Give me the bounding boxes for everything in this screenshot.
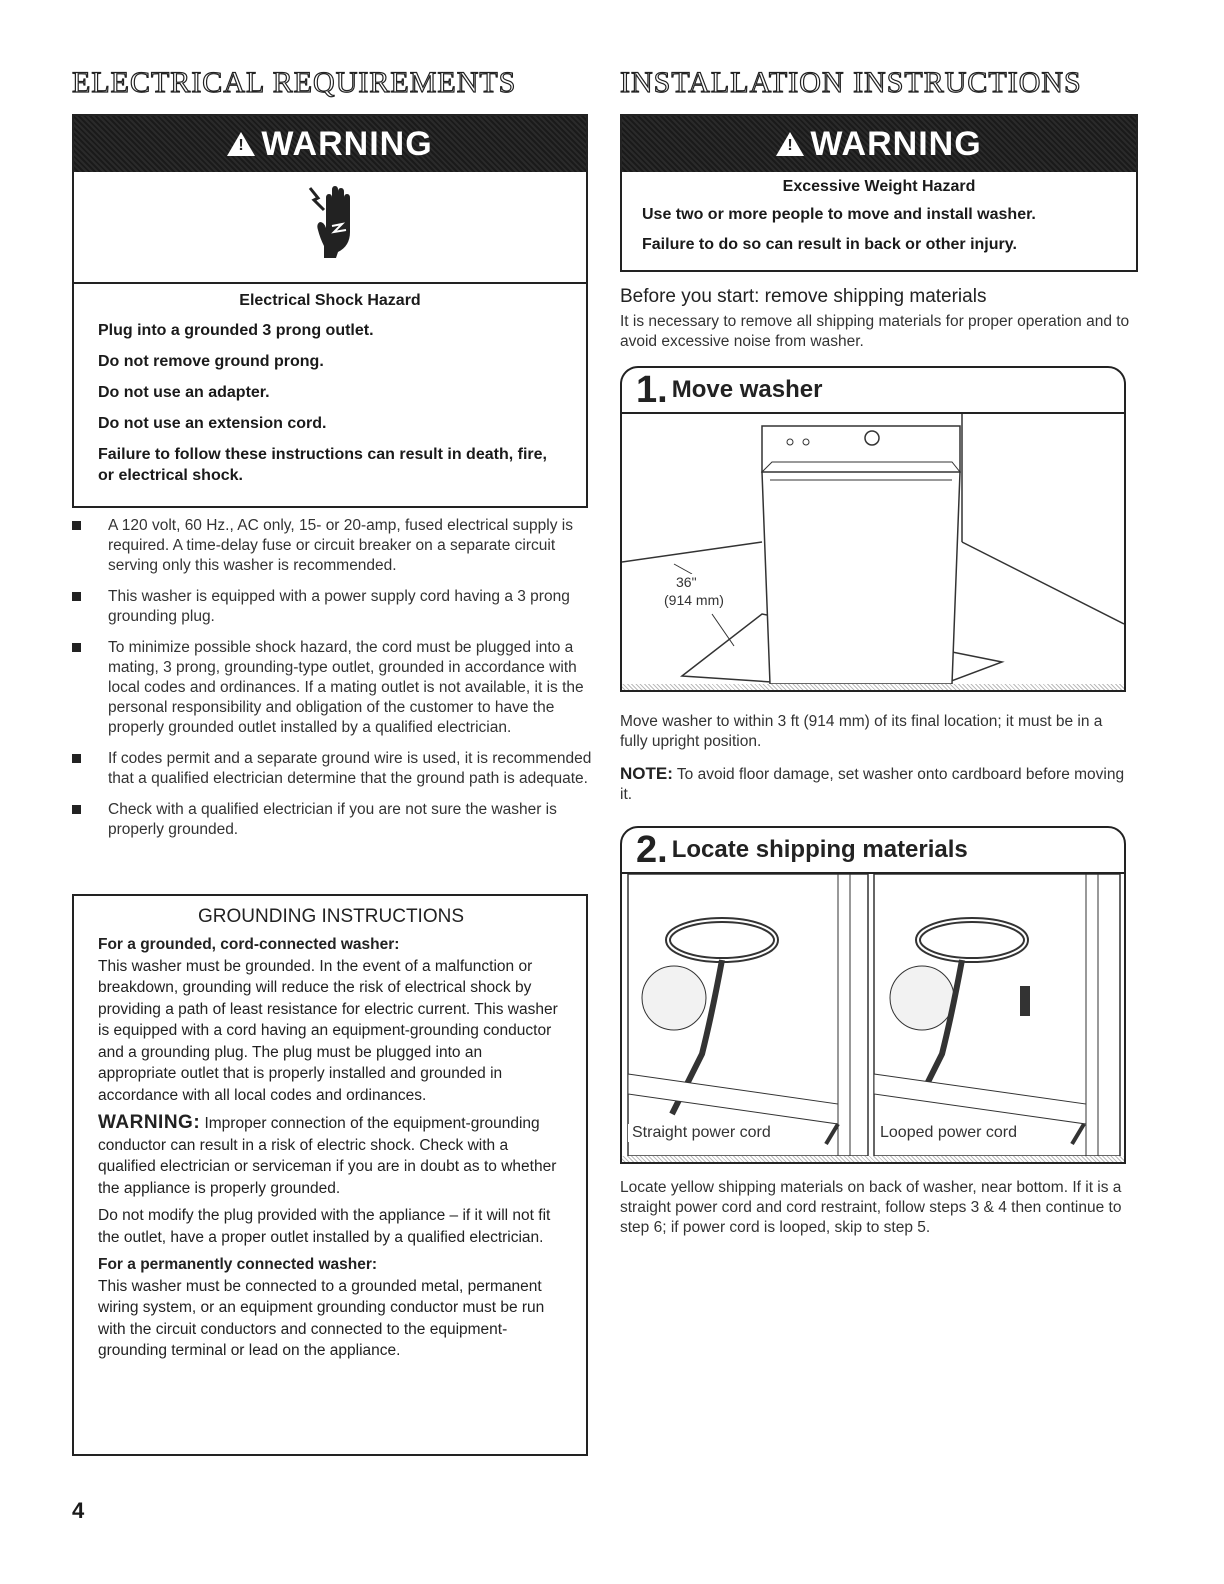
warning-header [74,116,586,172]
shock-hazard-text-box [72,284,588,508]
step-2-caption: Locate yellow shipping materials on back of washer, near bottom. If it is a straight power cord and cord restraint, follow steps 3 & 4 then continue to step 6; if power cord is looped, skip to step 5. [620,1179,1122,1236]
electrical-bullet-list [72,516,592,851]
step-label: Move washer [671,376,823,403]
step-2-locate-shipping-materials [620,826,1126,1164]
bullet-icon [72,592,81,601]
dimension-mm: (914 mm) [664,592,724,608]
warning-header [622,116,1136,172]
step-title [622,368,1124,414]
move-washer-illustration [622,414,1124,692]
bullet-icon [72,805,81,814]
weight-warning-box [620,114,1138,272]
page-number: 4 [72,1498,85,1523]
note-label: NOTE: [620,764,673,783]
step-title [622,828,1124,874]
warning-word: WARNING [810,124,982,163]
hazard-line: Do not remove ground prong. [98,353,324,370]
grounding-subheading: For a grounded, cord-connected washer: [98,936,400,953]
step-1-note [620,764,1130,805]
list-item: To minimize possible shock hazard, the cord must be plugged into a mating, 3 prong, grounding-type outlet, grounded in accordance with local codes and ordinances. If a mating outlet is not available, it is the personal responsibility and obligation of the customer to have the properly grounded outlet installed by a qualified electrician. [72,638,592,738]
power-cord-illustration [622,874,1124,1164]
grounding-warning-label: WARNING: [98,1112,201,1133]
hazard-line: Failure to follow these instructions can result in death, fire, or electrical shock. [98,446,547,484]
straight-power-cord-label: Straight power cord [628,1124,775,1142]
step-number: 2. [636,828,668,871]
hazard-title: Excessive Weight Hazard [782,178,976,195]
list-item: If codes permit and a separate ground wire is used, it is recommended that a qualified electrician determine that the ground path is adequate. [72,749,592,789]
hazard-line: Plug into a grounded 3 prong outlet. [98,322,374,339]
warning-triangle-icon: ! [776,132,804,156]
grounding-paragraph: This washer must be grounded. In the event of a malfunction or breakdown, grounding will reduce the risk of electrical shock by providing a path of least resistance for electric current. This washer is equipped with a cord having an equipment-grounding conductor and a grounding plug. The plug must be plugged into an appropriate outlet that is properly installed and grounded in accordance with all local codes and ordinances. [98,957,558,1104]
dimension-inches: 36" [676,574,697,590]
warning-word: WARNING [261,124,433,163]
list-item: Check with a qualified electrician if you are not sure the washer is properly grounded. [72,800,592,840]
looped-power-cord-label: Looped power cord [876,1124,1021,1142]
grounding-paragraph: This washer must be connected to a grounded metal, permanent wiring system, or an equipment grounding conductor must be run with the circuit conductors and connected to the equipment-grounding terminal or lead on the appliance. [98,1277,545,1359]
step-label: Locate shipping materials [671,836,968,863]
hazard-title: Electrical Shock Hazard [239,292,421,309]
electric-shock-hand-icon [302,180,362,260]
electrical-requirements-title: ELECTRICAL REQUIREMENTS [72,66,517,99]
shock-warning-box [72,114,588,284]
list-item: This washer is equipped with a power supply cord having a 3 prong grounding plug. [72,587,592,627]
grounding-instructions-box [72,894,588,1456]
hazard-line: Do not use an extension cord. [98,415,327,432]
shading [622,684,1124,692]
before-you-start-heading: Before you start: remove shipping materials [620,286,987,307]
note-text: To avoid floor damage, set washer onto cardboard before moving it. [620,766,1125,803]
installation-instructions-title: INSTALLATION INSTRUCTIONS [620,66,1082,99]
hazard-line: Failure to do so can result in back or other injury. [642,236,1017,253]
list-item: A 120 volt, 60 Hz., AC only, 15- or 20-amp, fused electrical supply is required. A time-delay fuse or circuit breaker on a separate circuit serving only this washer is recommended. [72,516,592,576]
step-1-move-washer [620,366,1126,692]
hazard-line: Use two or more people to move and install washer. [642,206,1036,223]
step-1-caption: Move washer to within 3 ft (914 mm) of its final location; it must be in a fully upright position. [620,713,1103,750]
hazard-line: Do not use an adapter. [98,384,270,401]
grounding-warning [98,1112,564,1199]
shipping-materials-illustration [622,874,1124,1164]
bullet-icon [72,754,81,763]
grounding-subheading: For a permanently connected washer: [98,1256,378,1273]
grounding-paragraph: Do not modify the plug provided with the appliance – if it will not fit the outlet, have a proper outlet installed by a qualified electrician. [98,1207,551,1246]
grounding-warning-text: Improper connection of the equipment-grounding conductor can result in a risk of electric shock. Check with a qualified electrician or serviceman if you are in doubt as to whether the appliance is properly grounded. [98,1115,557,1197]
warning-triangle-icon: ! [227,132,255,156]
bullet-icon [72,521,81,530]
shading [622,1156,1124,1164]
bullet-icon [72,643,81,652]
before-you-start-text: It is necessary to remove all shipping materials for proper operation and to avoid excessive noise from washer. [620,313,1130,350]
washer-on-cardboard-icon [622,414,1124,692]
step-number: 1. [636,368,668,411]
grounding-title: GROUNDING INSTRUCTIONS [198,906,464,927]
